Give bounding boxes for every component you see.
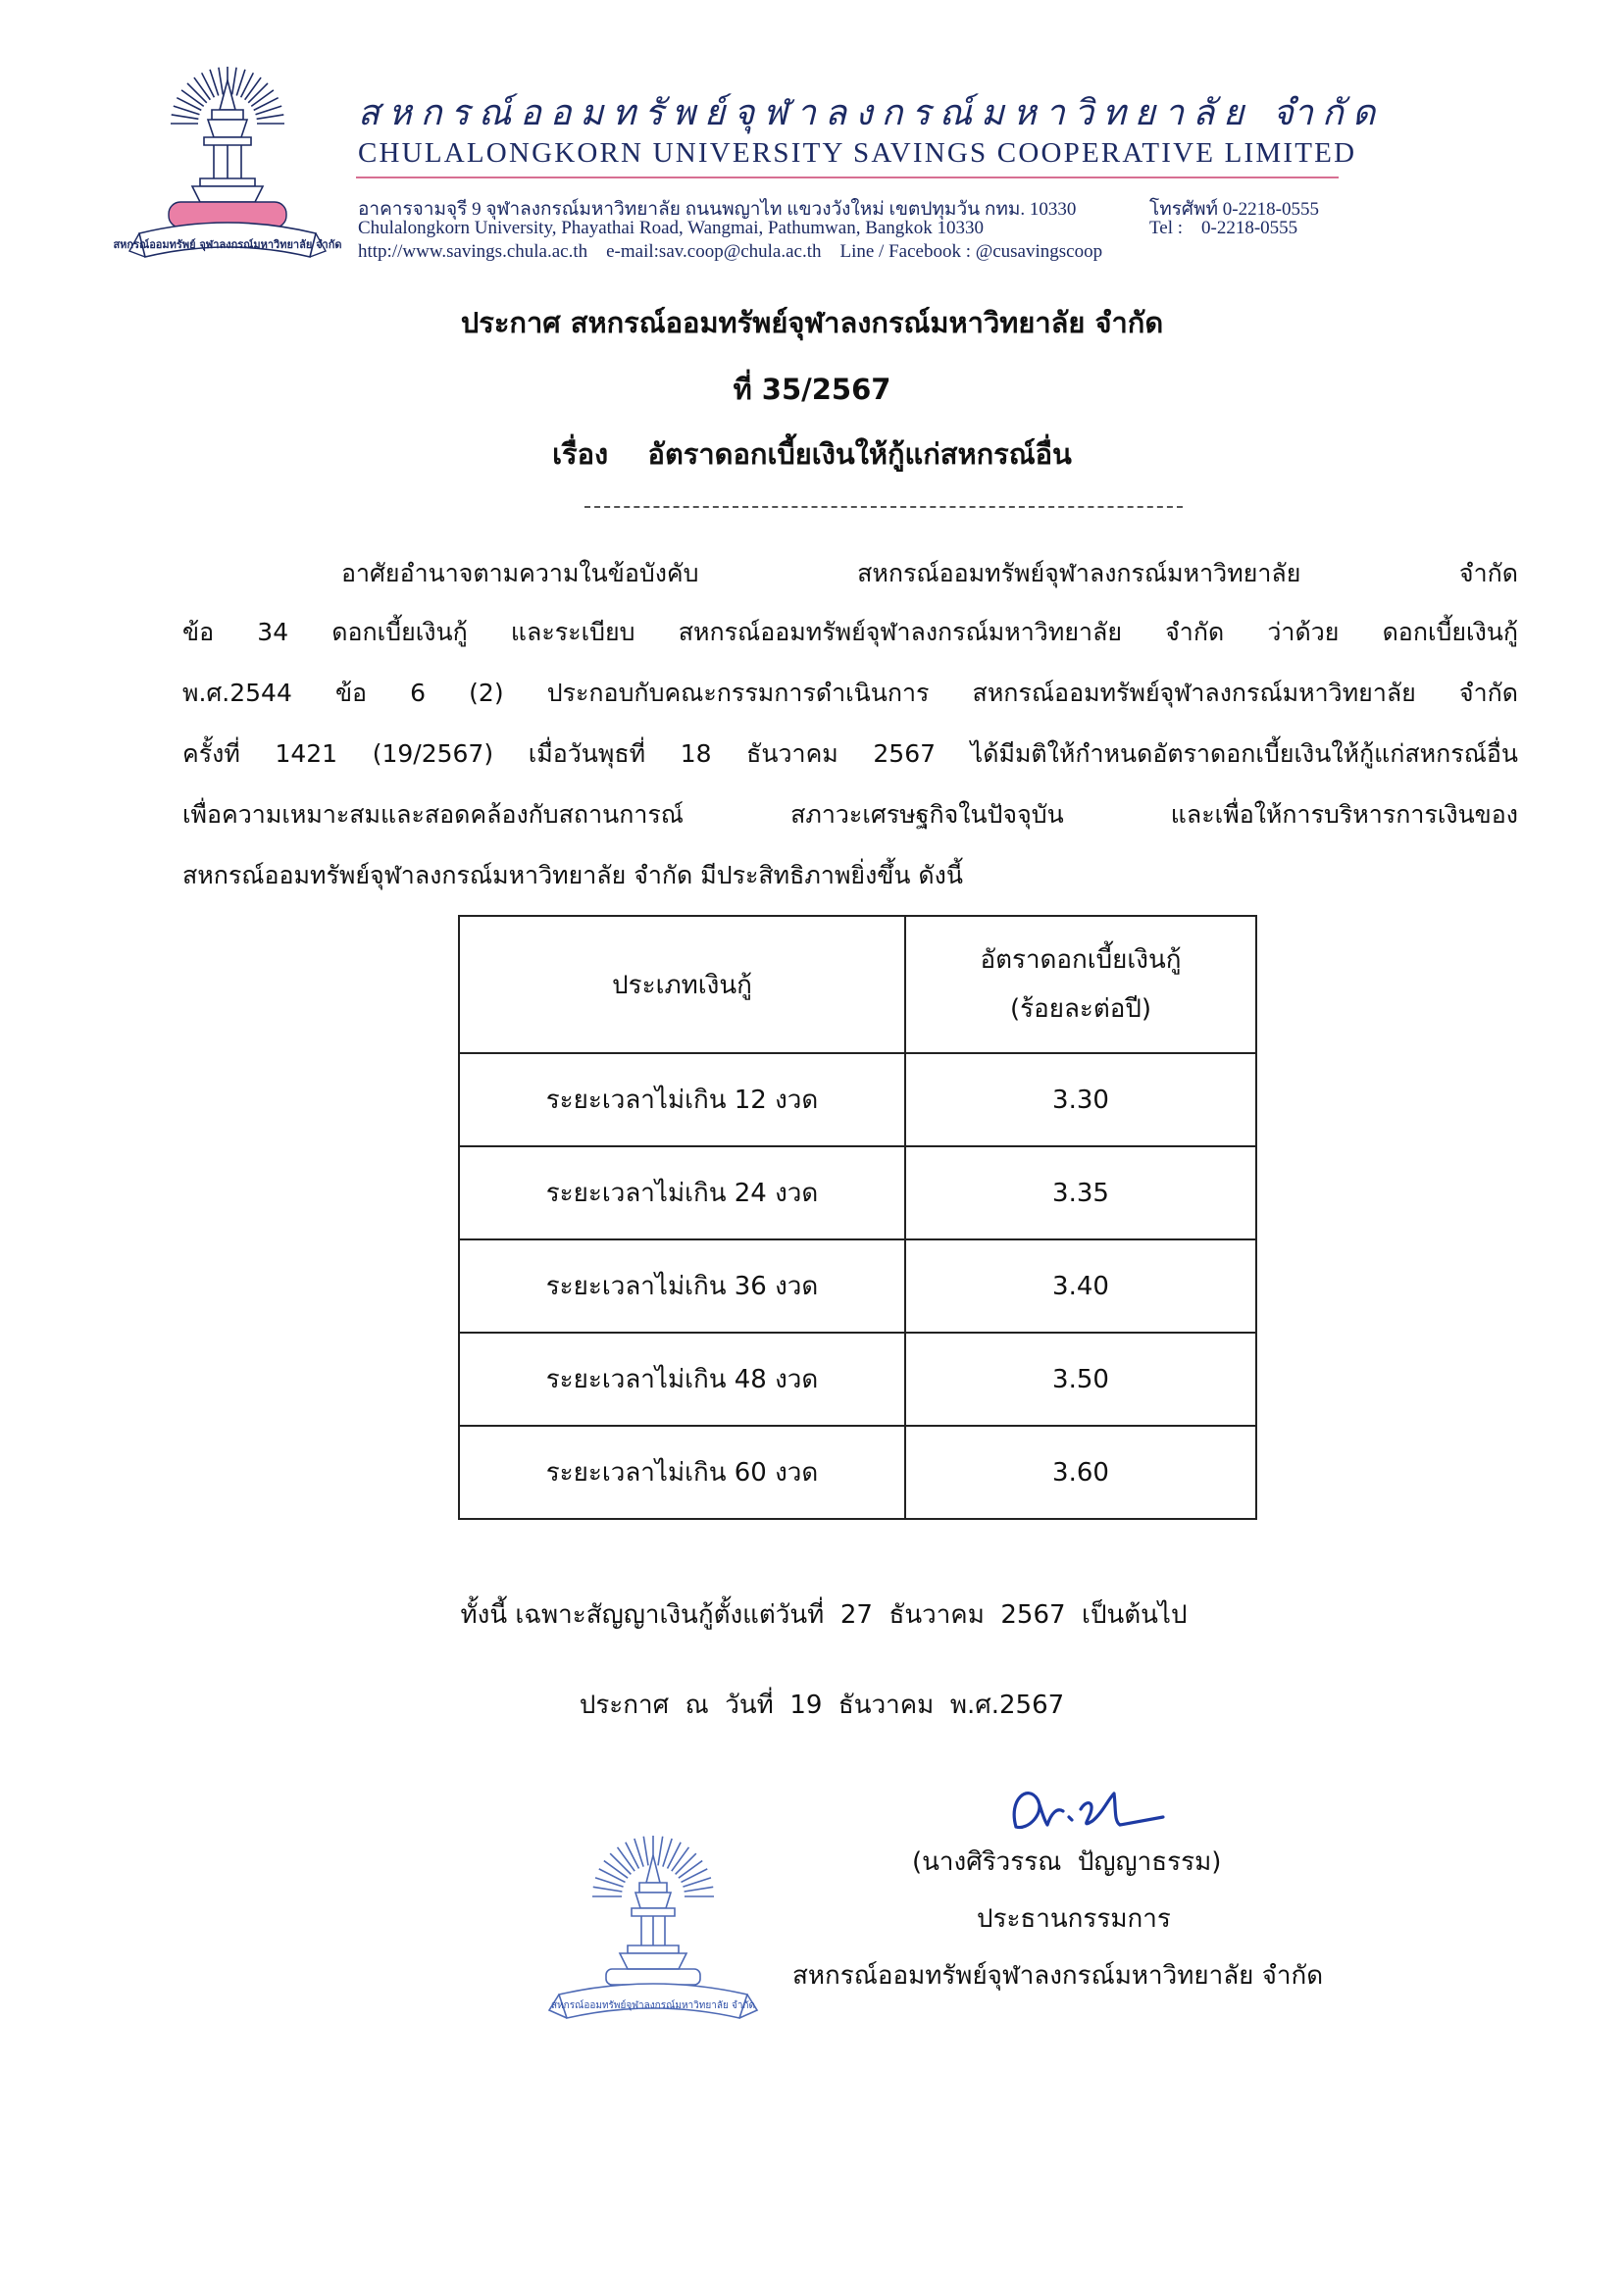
letterhead-name-thai: สหกรณ์ออมทรัพย์จุฬาลงกรณ์มหาวิทยาลัย จำกัด xyxy=(358,93,1385,133)
effective-date-statement: ทั้งนี้ เฉพาะสัญญาเงินกู้ตั้งแต่วันที่ 27 ธันวาคม 2567 เป็นต้นไป xyxy=(460,1600,1188,1630)
ray-line xyxy=(251,90,274,106)
svg-text:สหกรณ์ออมทรัพย์ จุฬาลงกรณ์มหาว: สหกรณ์ออมทรัพย์ จุฬาลงกรณ์มหาวิทยาลัย จำกัด xyxy=(113,238,342,251)
body-line-3: พ.ศ.2544 ข้อ 6 (2) ประกอบกับคณะกรรมการดำเนินการ สหกรณ์ออมทรัพย์จุฬาลงกรณ์มหาวิทยาลัย จำกัด xyxy=(182,679,1518,707)
body-line-4: ครั้งที่ 1421 (19/2567) เมื่อวันพุธที่ 18 ธันวาคม 2567 ได้มีมติให้กำหนดอัตราดอกเบี้ยเงินให้กู้แก่สหกรณ์อื่น xyxy=(182,739,1518,768)
body-line-6: สหกรณ์ออมทรัพย์จุฬาลงกรณ์มหาวิทยาลัย จำกัด มีประสิทธิภาพยิ่งขึ้น ดังนี้ xyxy=(182,861,963,889)
ray-line xyxy=(679,1861,702,1879)
cooperative-logo xyxy=(113,65,342,292)
ray-line xyxy=(672,1847,689,1871)
header-loan-type: ประเภทเงินกู้ xyxy=(459,916,905,1053)
table-row xyxy=(459,1146,1256,1239)
ray-line xyxy=(245,77,261,100)
rate-cell: 3.40 xyxy=(905,1239,1256,1333)
letterhead-address-thai: อาคารจามจุรี 9 จุฬาลงกรณ์มหาวิทยาลัย ถนนพญาไท แขวงวังใหม่ เขตปทุมวัน กทม. 10330 xyxy=(358,199,1077,220)
letterhead-rule xyxy=(356,177,1339,178)
ray-line xyxy=(610,1853,631,1874)
signatory-name: (นางศิริวรรณ ปัญญาธรรม) xyxy=(912,1847,1222,1877)
ray-line xyxy=(172,115,199,119)
rate-cell: 3.35 xyxy=(905,1146,1256,1239)
interest-rate-table xyxy=(458,915,1257,1520)
loan-type-cell: ระยะเวลาไม่เกิน 36 งวด xyxy=(459,1239,905,1333)
rate-cell: 3.60 xyxy=(905,1426,1256,1519)
cooperative-seal xyxy=(547,1826,759,2036)
announcement-date: ประกาศ ณ วันที่ 19 ธันวาคม พ.ศ.2567 xyxy=(579,1691,1065,1720)
body-line-1: อาศัยอำนาจตามความในข้อบังคับ สหกรณ์ออมทรัพย์จุฬาลงกรณ์มหาวิทยาลัย จำกัด xyxy=(341,559,1518,587)
rate-cell: 3.50 xyxy=(905,1333,1256,1426)
ray-line xyxy=(248,83,268,103)
ray-line xyxy=(181,90,204,106)
body-line-2: ข้อ 34 ดอกเบี้ยเงินกู้ และระเบียบ สหกรณ์ออมทรัพย์จุฬาลงกรณ์มหาวิทยาลัย จำกัด ว่าด้วย ดอกเบี้ยเงินกู้ xyxy=(182,618,1518,646)
body-line-5: เพื่อความเหมาะสมและสอดคล้องกับสถานการณ์ สภาวะเศรษฐกิจในปัจจุบัน และเพื่อให้การบริหารการเงินของ xyxy=(182,800,1518,829)
announcement-title: ประกาศ สหกรณ์ออมทรัพย์จุฬาลงกรณ์มหาวิทยาลัย จำกัด xyxy=(460,306,1164,339)
ray-line xyxy=(676,1853,696,1874)
loan-type-cell: ระยะเวลาไม่เกิน 48 งวด xyxy=(459,1333,905,1426)
table-header-row xyxy=(459,916,1256,1053)
announcement-subject: เรื่อง อัตราดอกเบี้ยเงินให้กู้แก่สหกรณ์อื่น xyxy=(552,437,1072,471)
letterhead-phone-thai: โทรศัพท์ 0-2218-0555 xyxy=(1149,199,1319,220)
table-row xyxy=(459,1426,1256,1519)
header-rate-line-1: อัตราดอกเบี้ยเงินกู้ xyxy=(980,945,1182,975)
loan-type-cell: ระยะเวลาไม่เกิน 12 งวด xyxy=(459,1053,905,1146)
ray-line xyxy=(685,1887,714,1892)
announcement-number: ที่ 35/2567 xyxy=(733,373,891,406)
table-row xyxy=(459,1239,1256,1333)
header-interest-rate xyxy=(905,916,1256,1053)
letterhead-phone-english: Tel : 0-2218-0555 xyxy=(1149,218,1298,238)
letterhead-address-english: Chulalongkorn University, Phayathai Road, Wangmai, Pathumwan, Bangkok 10330 xyxy=(358,218,985,238)
signature-mark xyxy=(998,1770,1175,1848)
signatory-organization: สหกรณ์ออมทรัพย์จุฬาลงกรณ์มหาวิทยาลัย จำกัด xyxy=(792,1961,1324,1991)
ray-line xyxy=(187,83,207,103)
ray-line xyxy=(257,115,284,119)
ray-line xyxy=(643,1837,648,1866)
ray-line xyxy=(194,77,210,100)
table-row xyxy=(459,1333,1256,1426)
ray-line xyxy=(593,1887,623,1892)
loan-type-cell: ระยะเวลาไม่เกิน 24 งวด xyxy=(459,1146,905,1239)
ray-line xyxy=(219,68,223,95)
ray-line xyxy=(658,1837,663,1866)
ray-line xyxy=(604,1861,628,1879)
ray-line xyxy=(618,1847,635,1871)
letterhead-contact: http://www.savings.chula.ac.th e-mail:sav.coop@chula.ac.th Line / Facebook : @cusavingscoop xyxy=(358,241,1103,262)
svg-text:สหกรณ์ออมทรัพย์จุฬาลงกรณ์มหาวิ: สหกรณ์ออมทรัพย์จุฬาลงกรณ์มหาวิทยาลัย จำกัด xyxy=(550,2000,756,2011)
rate-cell: 3.30 xyxy=(905,1053,1256,1146)
ray-line xyxy=(232,68,236,95)
loan-type-cell: ระยะเวลาไม่เกิน 60 งวด xyxy=(459,1426,905,1519)
letterhead-name-english: CHULALONGKORN UNIVERSITY SAVINGS COOPERATIVE LIMITED xyxy=(358,137,1357,169)
header-rate-line-2: (ร้อยละต่อปี) xyxy=(1009,994,1151,1024)
table-row xyxy=(459,1053,1256,1146)
signatory-role: ประธานกรรมการ xyxy=(977,1904,1171,1934)
title-divider xyxy=(584,506,1183,508)
